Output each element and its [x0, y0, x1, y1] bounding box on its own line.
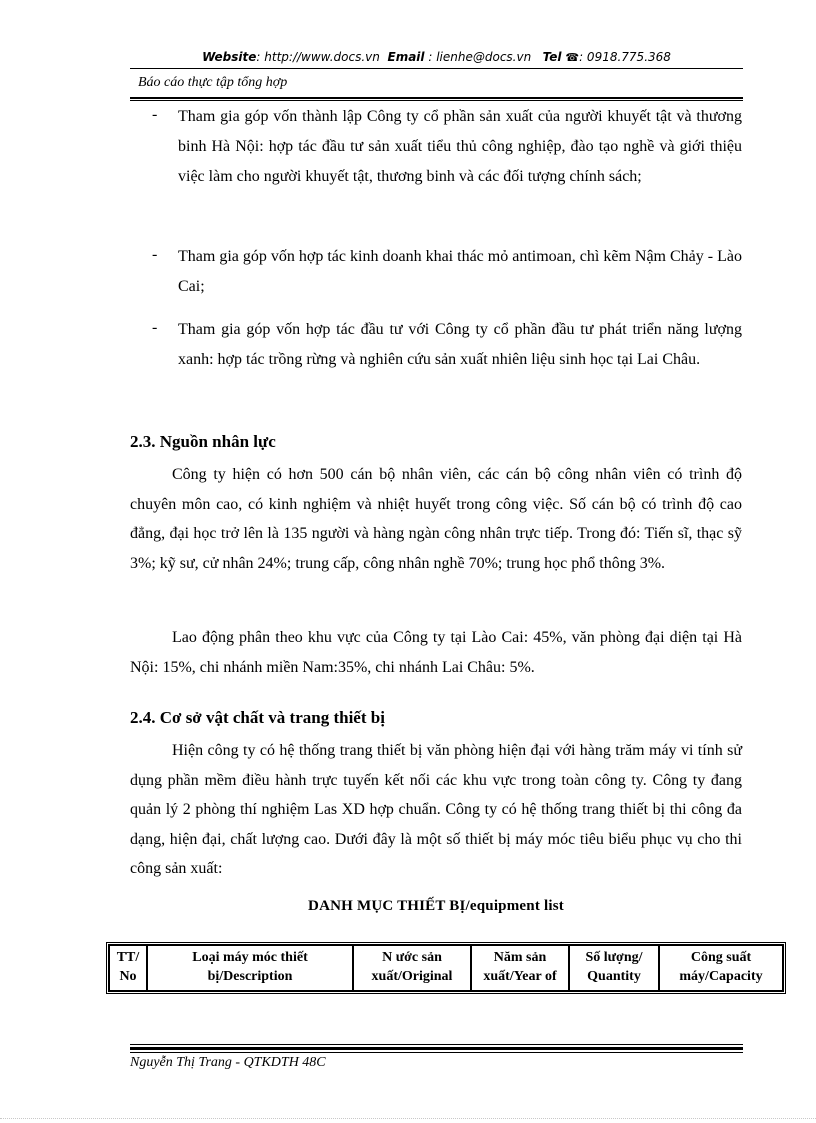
footer-rule-thick	[130, 1047, 743, 1050]
column-header-capacity: Công suất máy/Capacity	[659, 945, 783, 991]
footer-author: Nguyễn Thị Trang - QTKDTH 48C	[130, 1055, 326, 1070]
paragraph-labor-regions: Lao động phân theo khu vực của Công ty tại Lào Cai: 45%, văn phòng đại diện tại Hà Nội: 15%, chi nhánh miền Nam:35%, chi nhánh Lai Châu: 5%.	[130, 629, 742, 676]
website-value[interactable]: : http://www.docs.vn	[256, 50, 380, 64]
email-value[interactable]: : lienhe@docs.vn	[428, 50, 532, 64]
bullet-item: Tham gia góp vốn hợp tác kinh doanh khai thác mỏ antimoan, chì kẽm Nậm Chảy - Lào Cai;	[178, 248, 742, 295]
column-header-origin: N ước sản xuất/Original	[353, 945, 471, 991]
email-label: Email	[387, 50, 425, 64]
tel-label: Tel	[542, 50, 562, 64]
header-double-rule-top	[130, 97, 743, 99]
footer-rule-thin-top	[130, 1044, 743, 1045]
equipment-table	[106, 942, 786, 994]
column-header-no: TT/ No	[109, 945, 147, 991]
page-edge-divider	[0, 1118, 816, 1119]
paragraph-staff: Công ty hiện có hơn 500 cán bộ nhân viên, các cán bộ công nhân viên có trình độ chuyên môn cao, có kinh nghiệm và nhiệt huyết trong công việc. Số cán bộ có trình độ cao đẳng, đại học trở lên là 135 người và hàng ngàn công nhân trực tiếp. Trong đó: Tiến sĩ, thạc sỹ 3%; kỹ sư, cử nhân 24%; trung cấp, công nhân nghề 70%; trung học phổ thông 3%.	[130, 466, 742, 572]
report-title: Báo cáo thực tập tổng hợp	[138, 75, 288, 90]
section-heading-2-3: 2.3. Nguồn nhân lực	[130, 432, 276, 451]
bullet-marker: -	[152, 319, 158, 336]
bullet-marker: -	[152, 246, 158, 263]
table-header-row	[109, 945, 783, 991]
column-header-description: Loại máy móc thiết bị/Description	[147, 945, 353, 991]
column-header-year: Năm sản xuất/Year of	[471, 945, 569, 991]
table-title: DANH MỤC THIẾT BỊ/equipment list	[308, 898, 564, 914]
footer-rule-thin-bottom	[130, 1052, 743, 1053]
bullet-item: Tham gia góp vốn thành lập Công ty cổ phần sản xuất của người khuyết tật và thương binh Hà Nội: hợp tác đầu tư sản xuất tiểu thủ công nghiệp, đào tạo nghề và giới thiệu việc làm cho người khuyết tật, thương binh và các đối tượng chính sách;	[178, 108, 742, 185]
telephone-icon: ☎	[565, 51, 580, 64]
website-header	[130, 50, 743, 64]
header-divider	[130, 68, 743, 69]
bullet-item: Tham gia góp vốn hợp tác đầu tư với Công ty cổ phần đầu tư phát triển năng lượng xanh: hợp tác trồng rừng và nghiên cứu sản xuất nhiên liệu sinh học tại Lai Châu.	[178, 321, 742, 368]
tel-value: : 0918.775.368	[579, 50, 671, 64]
bullet-marker: -	[152, 106, 158, 123]
column-header-quantity: Số lượng/ Quantity	[569, 945, 659, 991]
header-double-rule-bottom	[130, 100, 743, 101]
website-label: Website	[202, 50, 257, 64]
section-heading-2-4: 2.4. Cơ sở vật chất và trang thiết bị	[130, 708, 385, 727]
paragraph-facilities: Hiện công ty có hệ thống trang thiết bị văn phòng hiện đại với hàng trăm máy vi tính sử dụng phần mềm điều hành trực tuyến kết nối các khu vực trong toàn công ty. Công ty đang quản lý 2 phòng thí nghiệm Las XD hợp chuẩn. Công ty có hệ thống trang thiết bị thi công đa dạng, hiện đại, chất lượng cao. Dưới đây là một số thiết bị máy móc tiêu biểu phục vụ cho thi công sản xuất:	[130, 742, 742, 877]
